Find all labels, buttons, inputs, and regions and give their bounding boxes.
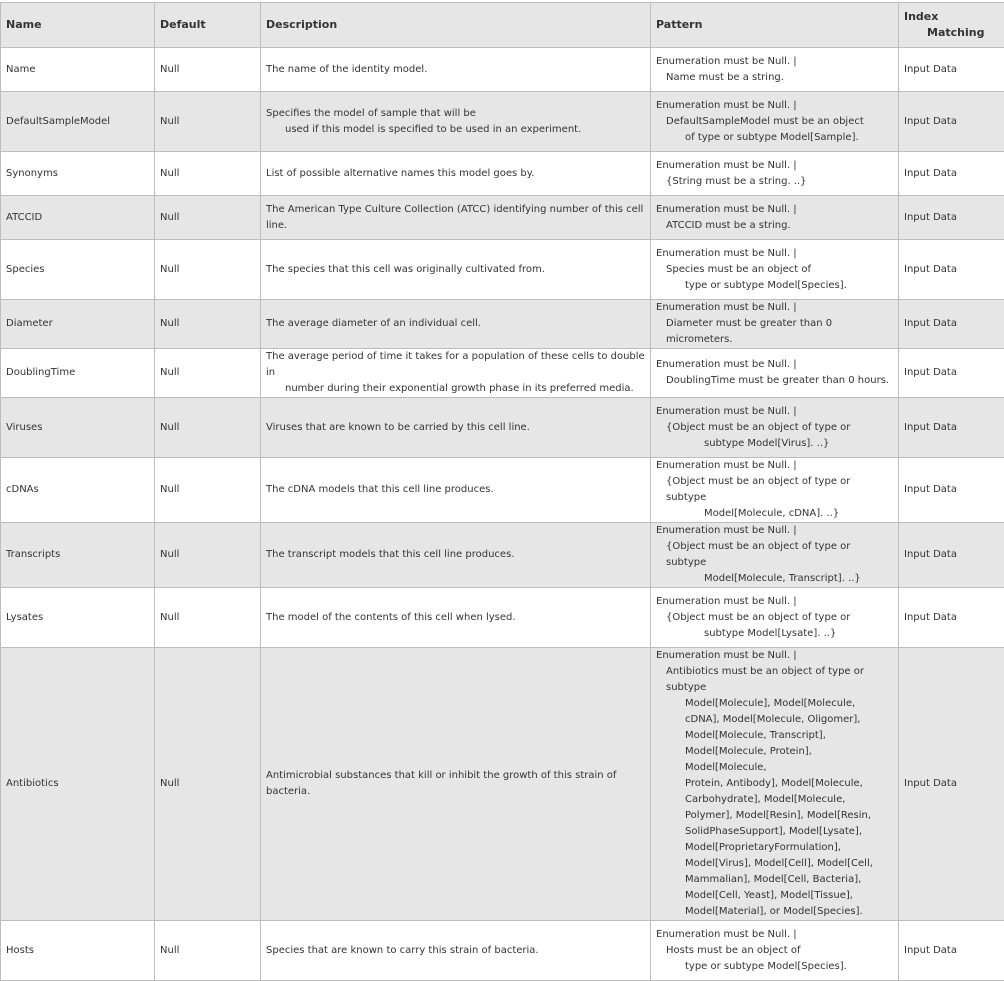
option-name: Species	[1, 240, 155, 300]
table-row	[1, 349, 1004, 398]
option-index-matching: Input Data	[899, 196, 1004, 240]
description-line: used if this model is specified to be used in an experiment.	[266, 122, 645, 138]
description-line: The species that this cell was originally cultivated from.	[266, 262, 645, 278]
option-index-matching: Input Data	[899, 349, 1004, 398]
table-row	[1, 152, 1004, 196]
pattern-line: Name must be a string.	[656, 70, 893, 86]
table-row	[1, 523, 1004, 588]
header-index-line1: Index	[904, 9, 999, 25]
header-name: Name	[1, 3, 155, 48]
pattern-line: Model[Material], or Model[Species].	[656, 904, 893, 920]
header-index-line2: Matching	[904, 25, 999, 41]
pattern-line: cDNA], Model[Molecule, Oligomer],	[656, 712, 893, 728]
pattern-line: Enumeration must be Null. |	[656, 357, 893, 373]
pattern-line: Enumeration must be Null. |	[656, 54, 893, 70]
pattern-line: Enumeration must be Null. |	[656, 202, 893, 218]
pattern-line: type or subtype Model[Species].	[656, 278, 893, 294]
table-row	[1, 588, 1004, 648]
pattern-line: Protein, Antibody], Model[Molecule,	[656, 776, 893, 792]
header-description: Description	[261, 3, 651, 48]
option-default: Null	[155, 458, 261, 523]
description-line: The name of the identity model.	[266, 62, 645, 78]
option-pattern	[651, 300, 899, 349]
option-default: Null	[155, 152, 261, 196]
pattern-line: Enumeration must be Null. |	[656, 458, 893, 474]
pattern-line: Model[Molecule, Transcript],	[656, 728, 893, 744]
pattern-line: {Object must be an object of type or	[656, 610, 893, 626]
option-description	[261, 398, 651, 458]
pattern-line: Hosts must be an object of	[656, 943, 893, 959]
pattern-line: subtype Model[Virus]. ..}	[656, 436, 893, 452]
pattern-line: Model[Molecule], Model[Molecule,	[656, 696, 893, 712]
header-row	[1, 3, 1004, 48]
option-pattern	[651, 523, 899, 588]
option-default: Null	[155, 588, 261, 648]
table-row	[1, 300, 1004, 349]
option-pattern	[651, 48, 899, 92]
pattern-line: {Object must be an object of type or subtype	[656, 539, 893, 571]
option-pattern	[651, 152, 899, 196]
option-description	[261, 152, 651, 196]
option-name: Name	[1, 48, 155, 92]
pattern-line: Enumeration must be Null. |	[656, 927, 893, 943]
option-name: cDNAs	[1, 458, 155, 523]
option-default: Null	[155, 523, 261, 588]
option-description	[261, 458, 651, 523]
option-name: Viruses	[1, 398, 155, 458]
option-index-matching: Input Data	[899, 648, 1004, 921]
table-row	[1, 196, 1004, 240]
option-default: Null	[155, 921, 261, 981]
option-name: Lysates	[1, 588, 155, 648]
option-pattern	[651, 349, 899, 398]
pattern-line: Model[Virus], Model[Cell], Model[Cell,	[656, 856, 893, 872]
option-default: Null	[155, 349, 261, 398]
description-line: The average diameter of an individual cell.	[266, 316, 645, 332]
pattern-line: Antibiotics must be an object of type or subtype	[656, 664, 893, 696]
table-row	[1, 398, 1004, 458]
description-line: Viruses that are known to be carried by this cell line.	[266, 420, 645, 436]
option-default: Null	[155, 48, 261, 92]
pattern-line: Enumeration must be Null. |	[656, 404, 893, 420]
option-name: DefaultSampleModel	[1, 92, 155, 152]
option-description	[261, 349, 651, 398]
pattern-line: {Object must be an object of type or	[656, 420, 893, 436]
pattern-line: type or subtype Model[Species].	[656, 959, 893, 975]
option-pattern	[651, 196, 899, 240]
pattern-line: Enumeration must be Null. |	[656, 648, 893, 664]
option-default: Null	[155, 398, 261, 458]
option-description	[261, 588, 651, 648]
description-line: The transcript models that this cell line produces.	[266, 547, 645, 563]
option-pattern	[651, 240, 899, 300]
description-line: List of possible alternative names this model goes by.	[266, 166, 645, 182]
option-index-matching: Input Data	[899, 398, 1004, 458]
pattern-line: SolidPhaseSupport], Model[Lysate],	[656, 824, 893, 840]
options-table	[0, 2, 1004, 981]
description-line: The model of the contents of this cell when lysed.	[266, 610, 645, 626]
option-name: DoublingTime	[1, 349, 155, 398]
option-index-matching: Input Data	[899, 523, 1004, 588]
header-index-matching	[899, 3, 1004, 48]
option-index-matching: Input Data	[899, 48, 1004, 92]
pattern-line: Polymer], Model[Resin], Model[Resin,	[656, 808, 893, 824]
option-pattern	[651, 648, 899, 921]
pattern-line: Enumeration must be Null. |	[656, 246, 893, 262]
option-name: Transcripts	[1, 523, 155, 588]
option-pattern	[651, 588, 899, 648]
option-index-matching: Input Data	[899, 588, 1004, 648]
pattern-line: Mammalian], Model[Cell, Bacteria],	[656, 872, 893, 888]
option-description	[261, 48, 651, 92]
table-row	[1, 458, 1004, 523]
pattern-line: DoublingTime must be greater than 0 hours.	[656, 373, 893, 389]
pattern-line: Model[Molecule, Transcript]. ..}	[656, 571, 893, 587]
description-line: The cDNA models that this cell line produces.	[266, 482, 645, 498]
pattern-line: Enumeration must be Null. |	[656, 523, 893, 539]
option-index-matching: Input Data	[899, 240, 1004, 300]
option-description	[261, 523, 651, 588]
option-name: Synonyms	[1, 152, 155, 196]
option-description	[261, 300, 651, 349]
pattern-line: {String must be a string. ..}	[656, 174, 893, 190]
option-index-matching: Input Data	[899, 921, 1004, 981]
description-line: number during their exponential growth phase in its preferred media.	[266, 381, 645, 397]
pattern-line: Carbohydrate], Model[Molecule,	[656, 792, 893, 808]
option-description	[261, 240, 651, 300]
pattern-line: Enumeration must be Null. |	[656, 300, 893, 316]
header-pattern: Pattern	[651, 3, 899, 48]
pattern-line: Diameter must be greater than 0 micrometers.	[656, 316, 893, 348]
option-index-matching: Input Data	[899, 300, 1004, 349]
description-line: Species that are known to carry this strain of bacteria.	[266, 943, 645, 959]
pattern-line: {Object must be an object of type or subtype	[656, 474, 893, 506]
description-line: The average period of time it takes for a population of these cells to double in	[266, 349, 645, 381]
pattern-line: Enumeration must be Null. |	[656, 158, 893, 174]
pattern-line: Model[Molecule, Protein], Model[Molecule,	[656, 744, 893, 776]
pattern-line: Model[ProprietaryFormulation],	[656, 840, 893, 856]
pattern-line: of type or subtype Model[Sample].	[656, 130, 893, 146]
pattern-line: DefaultSampleModel must be an object	[656, 114, 893, 130]
description-line: Specifies the model of sample that will be	[266, 106, 645, 122]
option-index-matching: Input Data	[899, 92, 1004, 152]
option-pattern	[651, 921, 899, 981]
table-row	[1, 92, 1004, 152]
option-pattern	[651, 398, 899, 458]
option-name: ATCCID	[1, 196, 155, 240]
pattern-line: Model[Molecule, cDNA]. ..}	[656, 506, 893, 522]
option-description	[261, 648, 651, 921]
option-pattern	[651, 458, 899, 523]
option-index-matching: Input Data	[899, 152, 1004, 196]
pattern-line: Enumeration must be Null. |	[656, 594, 893, 610]
option-pattern	[651, 92, 899, 152]
table-row	[1, 48, 1004, 92]
description-line: Antimicrobial substances that kill or inhibit the growth of this strain of bacteria.	[266, 768, 645, 800]
pattern-line: Enumeration must be Null. |	[656, 98, 893, 114]
option-default: Null	[155, 648, 261, 921]
option-description	[261, 921, 651, 981]
option-default: Null	[155, 92, 261, 152]
option-description	[261, 196, 651, 240]
option-default: Null	[155, 196, 261, 240]
pattern-line: ATCCID must be a string.	[656, 218, 893, 234]
table-row	[1, 648, 1004, 921]
option-name: Diameter	[1, 300, 155, 349]
option-default: Null	[155, 240, 261, 300]
option-name: Antibiotics	[1, 648, 155, 921]
option-name: Hosts	[1, 921, 155, 981]
option-default: Null	[155, 300, 261, 349]
option-description	[261, 92, 651, 152]
table-row	[1, 921, 1004, 981]
description-line: The American Type Culture Collection (ATCC) identifying number of this cell line.	[266, 202, 645, 234]
table-row	[1, 240, 1004, 300]
pattern-line: subtype Model[Lysate]. ..}	[656, 626, 893, 642]
header-default: Default	[155, 3, 261, 48]
pattern-line: Species must be an object of	[656, 262, 893, 278]
pattern-line: Model[Cell, Yeast], Model[Tissue],	[656, 888, 893, 904]
option-index-matching: Input Data	[899, 458, 1004, 523]
